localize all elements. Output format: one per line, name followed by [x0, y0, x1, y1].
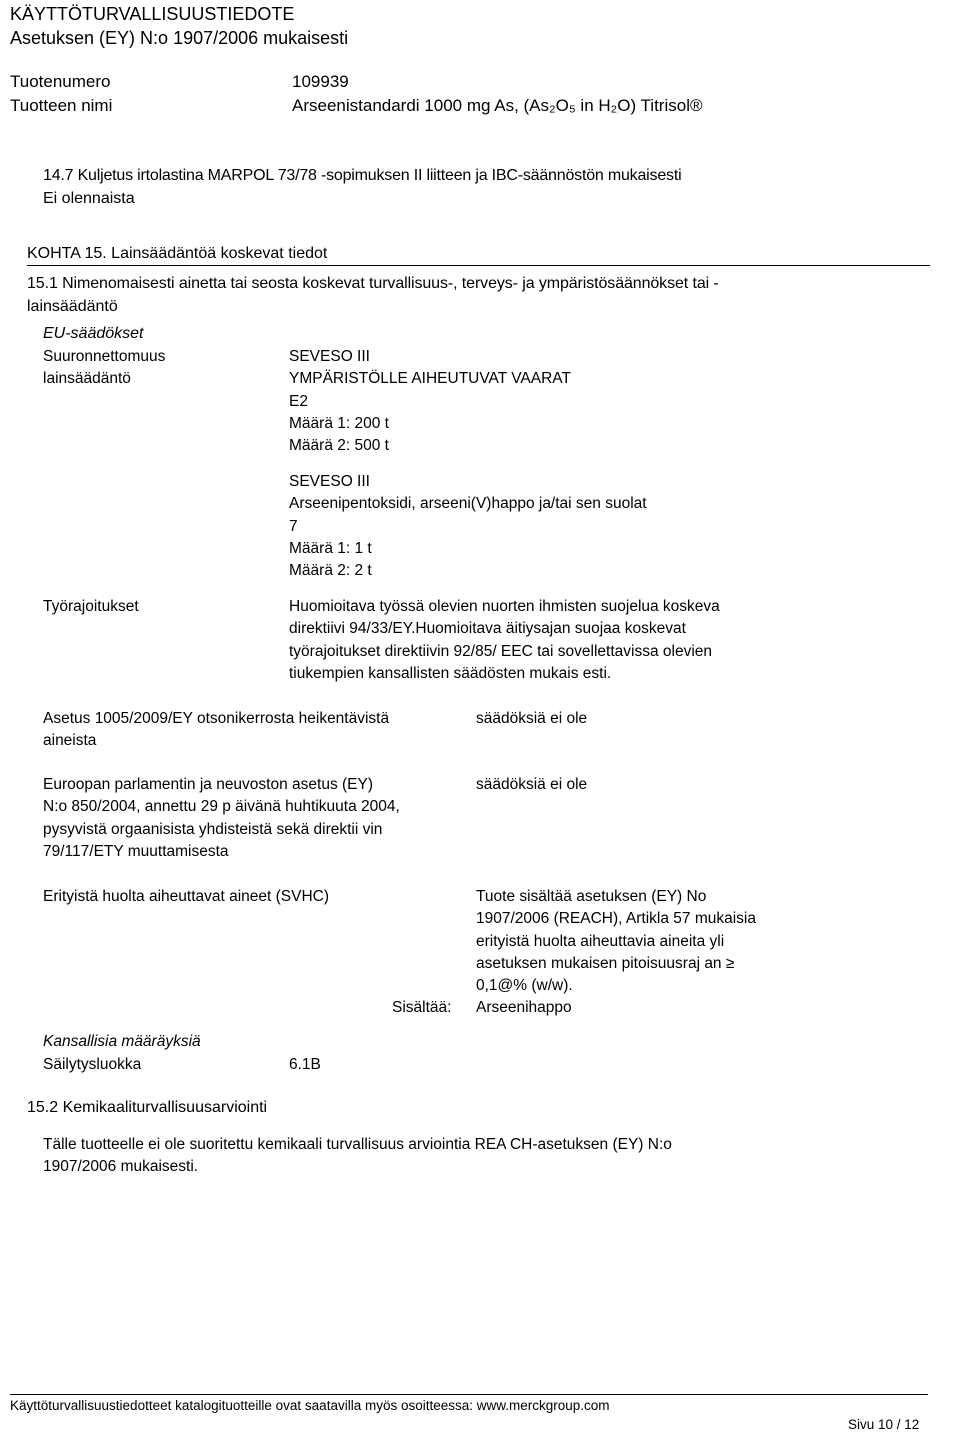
eu-regulations-label: EU-säädökset [43, 325, 144, 342]
section-15-2-text: Tälle tuotteelle ei ole suoritettu kemikaali turvallisuus arviointia REA CH-asetuksen (EY) N:o [43, 1136, 672, 1153]
footer-note: Käyttöturvallisuustiedotteet katalogituotteille ovat saatavilla myös osoitteessa: www.merckgroup.com [10, 1398, 610, 1413]
section-15-2-text-cont: 1907/2006 mukaisesti. [43, 1158, 199, 1175]
contains-value: Arseenihappo [476, 999, 572, 1016]
storage-class-label: Säilytysluokka [43, 1056, 142, 1073]
pop-regulation-value: säädöksiä ei ole [476, 776, 588, 793]
document-title: KÄYTTÖTURVALLISUUSTIEDOTE [10, 4, 295, 24]
ozone-regulation-label: Asetus 1005/2009/EY otsonikerrosta heikentävistä aineista [43, 710, 390, 750]
section-divider [27, 265, 930, 266]
seveso-block-2: SEVESO III Arseenipentoksidi, arseeni(V)happo ja/tai sen suolat 7 Määrä 1: 1 t Määrä 2: 2 t [289, 473, 647, 580]
major-accident-label: Suuronnettomuus lainsäädäntö [43, 348, 166, 388]
national-regulations-label: Kansallisia määräyksiä [43, 1033, 201, 1050]
svhc-value: Tuote sisältää asetuksen (EY) No 1907/2006 (REACH), Artikla 57 mukaisia erityistä huolta aiheuttavia aineita yli asetuksen mukaisen pitoisuusraj an ≥ 0,1@% (w/w). [476, 888, 756, 995]
ozone-regulation-value: säädöksiä ei ole [476, 710, 588, 727]
product-name-value: Arseenistandardi 1000 mg As, (As₂O₅ in H₂O) Titrisol® [292, 96, 703, 115]
seveso-block-1: SEVESO III YMPÄRISTÖLLE AIHEUTUVAT VAARAT E2 Määrä 1: 200 t Määrä 2: 500 t [289, 348, 571, 455]
work-restrictions-text: Huomioitava työssä olevien nuorten ihmisten suojelua koskeva direktiivi 94/33/EY.Huomioitava äitiysajan suojaa koskevat työrajoitukset direktiivin 92/85/ EEC tai sovellettavissa olevien tiukempien kansallisten säädösten mukais esti. [289, 598, 720, 682]
svhc-label: Erityistä huolta aiheuttavat aineet (SVHC) [43, 888, 330, 905]
product-number-value: 109939 [292, 72, 349, 91]
pop-regulation-label: Euroopan parlamentin ja neuvoston asetus (EY) N:o 850/2004, annettu 29 p äivänä huhtikuuta 2004, pysyvistä orgaanisista yhdisteistä sekä direktii vin 79/117/ETY muuttamisesta [43, 776, 400, 860]
section-14-7-value: Ei olennaista [43, 190, 135, 207]
section-15-2-heading: 15.2 Kemikaaliturvallisuusarviointi [27, 1099, 268, 1116]
footer-divider [10, 1394, 928, 1395]
regulation-subtitle: Asetuksen (EY) N:o 1907/2006 mukaisesti [10, 28, 349, 48]
section-15-1-heading-cont: lainsäädäntö [27, 298, 118, 315]
page-number: Sivu 10 / 12 [848, 1417, 920, 1432]
section-14-7-heading: 14.7 Kuljetus irtolastina MARPOL 73/78 -sopimuksen II liitteen ja IBC-säännöstön mukaisesti [43, 167, 682, 184]
section-15-1-heading: 15.1 Nimenomaisesti ainetta tai seosta koskevat turvallisuus-, terveys- ja ympäristösäännökset tai - [27, 275, 719, 292]
product-name-label: Tuotteen nimi [10, 96, 113, 115]
product-number-label: Tuotenumero [10, 72, 111, 91]
work-restrictions-label: Työrajoitukset [43, 598, 139, 615]
contains-label: Sisältää: [392, 999, 452, 1016]
storage-class-value: 6.1B [289, 1056, 321, 1073]
section-15-title: KOHTA 15. Lainsäädäntöä koskevat tiedot [27, 245, 328, 262]
